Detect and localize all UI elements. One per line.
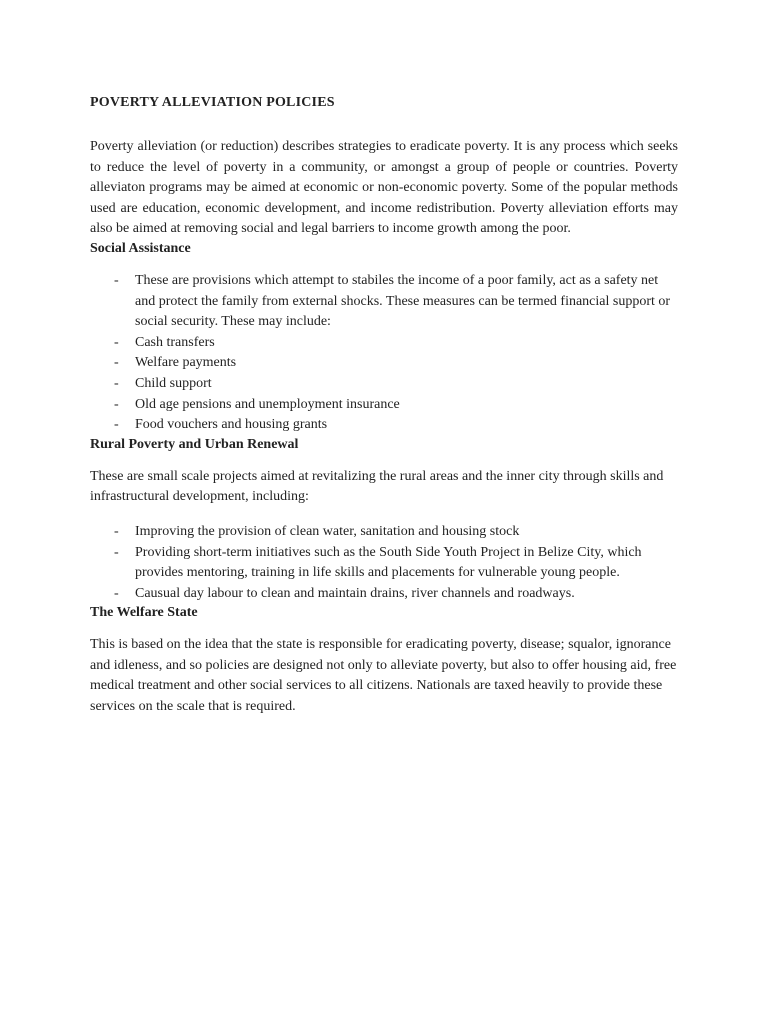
list-dash: -	[114, 523, 119, 539]
rural-poverty-paragraph: These are small scale projects aimed at revitalizing the rural areas and the inner city through skills and infrastructural development, including:	[90, 468, 664, 505]
rural-poverty-list	[90, 522, 678, 604]
list-item	[90, 543, 678, 584]
intro-paragraph: Poverty alleviation (or reduction) describes strategies to eradicate poverty. It is any process which seeks to reduce the level of poverty in a community, or amongst a group of people or countries. Poverty alleviaton programs may be aimed at economic or non-economic poverty. Some of the popular methods used are education, economic development, and income redistribution. Poverty alleviation efforts may also be aimed at removing social and legal barriers to income growth among the poor.	[90, 139, 678, 237]
list-item-text: Child support	[135, 375, 212, 391]
list-dash: -	[114, 272, 119, 288]
list-item-text: Food vouchers and housing grants	[135, 417, 328, 433]
list-item	[90, 395, 678, 416]
list-item-text: Cash transfers	[135, 334, 215, 350]
list-item	[90, 271, 678, 333]
list-item	[90, 584, 678, 605]
document-title: POVERTY ALLEVIATION POLICIES	[90, 95, 335, 110]
list-item-text: Welfare payments	[135, 355, 237, 371]
list-item	[90, 374, 678, 395]
section-heading-social-assistance: Social Assistance	[90, 240, 191, 256]
list-item-text: Improving the provision of clean water, sanitation and housing stock	[135, 523, 520, 539]
list-dash: -	[114, 396, 119, 412]
list-dash: -	[114, 585, 119, 601]
section-heading-welfare-state: The Welfare State	[90, 605, 198, 621]
list-item-text: Providing short-term initiatives such as the South Side Youth Project in Belize City, which provides mentoring, training in life skills and placements for vulnerable young people.	[135, 544, 642, 581]
welfare-state-paragraph: This is based on the idea that the state is responsible for eradicating poverty, disease; squalor, ignorance and idleness, and so policies are designed not only to alleviate poverty, but also to offer housing aid, free medical treatment and other social services to all citizens. Nationals are taxed heavily to provide these services on the scale that is required.	[90, 637, 677, 715]
list-dash: -	[114, 375, 119, 391]
list-item	[90, 415, 678, 436]
list-item-text: Old age pensions and unemployment insurance	[135, 396, 400, 412]
list-item	[90, 522, 678, 543]
list-dash: -	[114, 355, 119, 371]
list-dash: -	[114, 544, 119, 560]
social-assistance-list	[90, 271, 678, 436]
section-heading-rural-poverty: Rural Poverty and Urban Renewal	[90, 436, 299, 452]
list-dash: -	[114, 417, 119, 433]
list-item-text: These are provisions which attempt to stabiles the income of a poor family, act as a safety net and protect the family from external shocks. These measures can be termed financial support or social security. These may include:	[135, 272, 671, 330]
list-dash: -	[114, 334, 119, 350]
list-item	[90, 333, 678, 354]
document-page	[90, 94, 678, 718]
list-item-text: Causual day labour to clean and maintain drains, river channels and roadways.	[135, 585, 575, 601]
list-item	[90, 353, 678, 374]
